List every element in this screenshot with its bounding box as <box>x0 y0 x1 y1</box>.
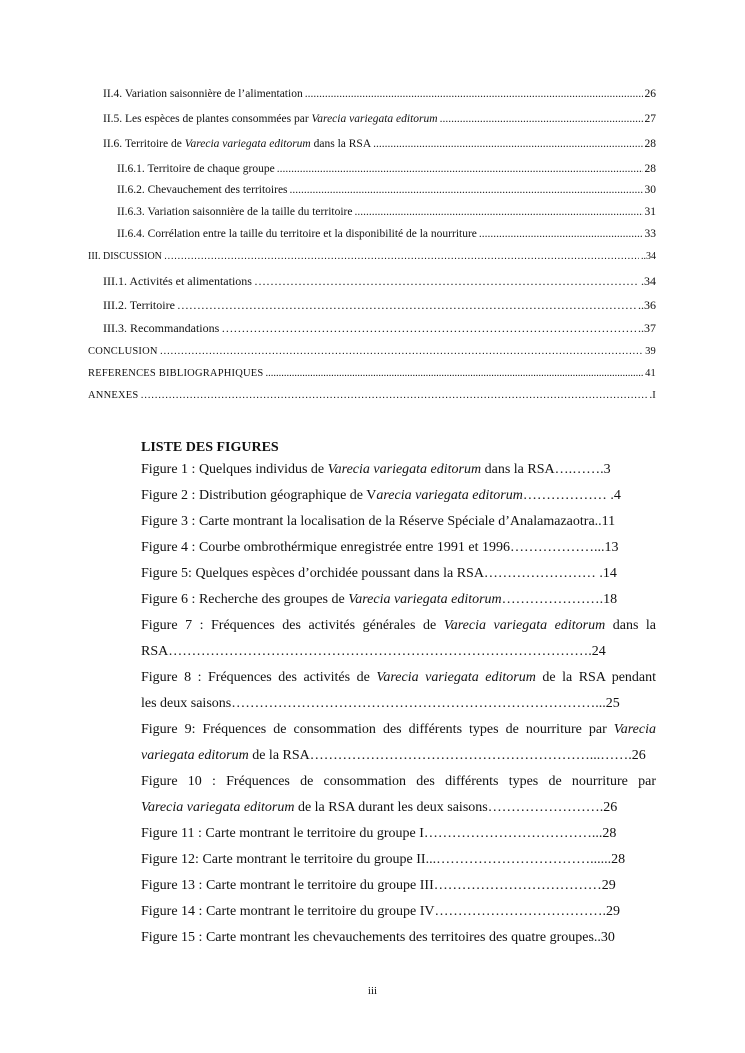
figure-entry-line[interactable]: Figure 4 : Courbe ombrothérmique enregistrée entre 1991 et 1996………………...13 <box>141 540 619 555</box>
toc-entry-page: 41 <box>645 368 656 379</box>
figure-entry-line[interactable]: Figure 6 : Recherche des groupes de Varecia variegata editorum………………….18 <box>141 592 618 607</box>
toc-entry-page: 39 <box>645 346 656 357</box>
toc-entry[interactable] <box>103 88 656 100</box>
toc-entry-page: .I <box>649 390 656 401</box>
toc-entry-title: ANNEXES <box>88 390 139 401</box>
toc-entry-title: II.5. Les espèces de plantes consommées par Varecia variegata editorum <box>103 113 438 125</box>
page-number: iii <box>367 985 378 997</box>
toc-entry[interactable] <box>117 206 656 218</box>
toc-entry-title: III.3. Recommandations <box>103 321 220 335</box>
toc-entry[interactable] <box>117 184 656 196</box>
toc-entry[interactable] <box>88 368 656 379</box>
figure-entry-line[interactable]: RSA……………………………………………………………………………….24 <box>141 644 606 659</box>
toc-entry[interactable] <box>88 390 656 401</box>
toc-entry-page: 28 <box>644 138 656 150</box>
figure-entry-line[interactable]: Figure 5: Quelques espèces d’orchidée poussant dans la RSA…………………… .14 <box>141 566 617 581</box>
toc-entry-title: CONCLUSION <box>88 346 158 357</box>
toc-entry[interactable] <box>103 274 656 289</box>
toc-entry-page: 28 <box>644 163 656 175</box>
toc-entry-title: II.6.1. Territoire de chaque groupe <box>117 163 275 175</box>
figure-entry-line[interactable]: Varecia variegata editorum de la RSA durant les deux saisons…………………….26 <box>141 800 618 815</box>
figure-entry-line[interactable]: Figure 10 : Fréquences de consommation des différents types de nourriture par <box>141 774 656 789</box>
toc-entry[interactable] <box>88 251 656 262</box>
toc-entry-title: II.4. Variation saisonnière de l’alimentation <box>103 88 303 100</box>
toc-entry[interactable] <box>103 321 656 336</box>
toc-entry-title: III. DISCUSSION <box>88 251 162 262</box>
toc-entry[interactable] <box>103 138 656 150</box>
figure-entry-line[interactable]: Figure 15 : Carte montrant les chevauchements des territoires des quatre groupes..30 <box>141 930 615 945</box>
toc-entry-page: 27 <box>644 113 656 125</box>
toc-entry-title: III.2. Territoire <box>103 298 175 312</box>
toc-entry[interactable] <box>88 346 656 357</box>
figure-entry-line[interactable]: Figure 12: Carte montrant le territoire du groupe II...……………………………......28 <box>141 852 626 867</box>
figure-entry-line[interactable]: Figure 8 : Fréquences des activités de Varecia variegata editorum de la RSA pendant <box>141 670 656 685</box>
toc-entry[interactable] <box>117 228 656 240</box>
figure-entry-line[interactable]: variegata editorum de la RSA……………………………………………………...…….26 <box>141 748 646 763</box>
toc-entry-title: III.1. Activités et alimentations <box>103 274 252 288</box>
figure-entry-line[interactable]: Figure 14 : Carte montrant le territoire du groupe IV……………………………….29 <box>141 904 621 919</box>
toc-entry-page: 30 <box>644 184 656 196</box>
figure-entry-line[interactable]: Figure 3 : Carte montrant la localisation de la Réserve Spéciale d’Analamazaotra..11 <box>141 514 616 529</box>
toc-entry[interactable] <box>117 163 656 175</box>
toc-entry-page: ..34 <box>641 251 656 262</box>
figure-list-title: LISTE DES FIGURES <box>141 440 279 455</box>
toc-entry-page: 26 <box>644 88 656 100</box>
toc-entry-title: REFERENCES BIBLIOGRAPHIQUES <box>88 368 264 379</box>
toc-entry[interactable] <box>103 113 656 125</box>
toc-entry-title: II.6. Territoire de Varecia variegata editorum dans la RSA <box>103 138 372 150</box>
toc-entry-title: II.6.3. Variation saisonnière de la taille du territoire <box>117 206 353 218</box>
toc-entry-title: II.6.2. Chevauchement des territoires <box>117 184 288 196</box>
figure-entry-line[interactable]: Figure 9: Fréquences de consommation des différents types de nourriture par Varecia <box>141 722 656 737</box>
figure-entry-line[interactable]: les deux saisons……………………………………………………………………...25 <box>141 696 620 711</box>
figure-entry-line[interactable]: Figure 1 : Quelques individus de Varecia variegata editorum dans la RSA….…….3 <box>141 462 611 477</box>
toc-entry-title: II.6.4. Corrélation entre la taille du territoire et la disponibilité de la nourriture <box>117 228 477 240</box>
figure-entry-line[interactable]: Figure 2 : Distribution géographique de Varecia variegata editorum……………… .4 <box>141 488 621 503</box>
toc-entry-page: ..36 <box>638 298 656 312</box>
toc-entry-page: 31 <box>644 206 656 218</box>
figure-entry-line[interactable]: Figure 13 : Carte montrant le territoire du groupe III………………………………29 <box>141 878 616 893</box>
toc-entry-page: .34 <box>641 274 656 288</box>
figure-entry-line[interactable]: Figure 7 : Fréquences des activités générales de Varecia variegata editorum dans la <box>141 618 656 633</box>
toc-entry[interactable] <box>103 298 656 313</box>
toc-entry-page: ..37 <box>638 321 656 335</box>
toc-entry-page: 33 <box>644 228 656 240</box>
figure-entry-line[interactable]: Figure 11 : Carte montrant le territoire du groupe I………………………………...28 <box>141 826 617 841</box>
